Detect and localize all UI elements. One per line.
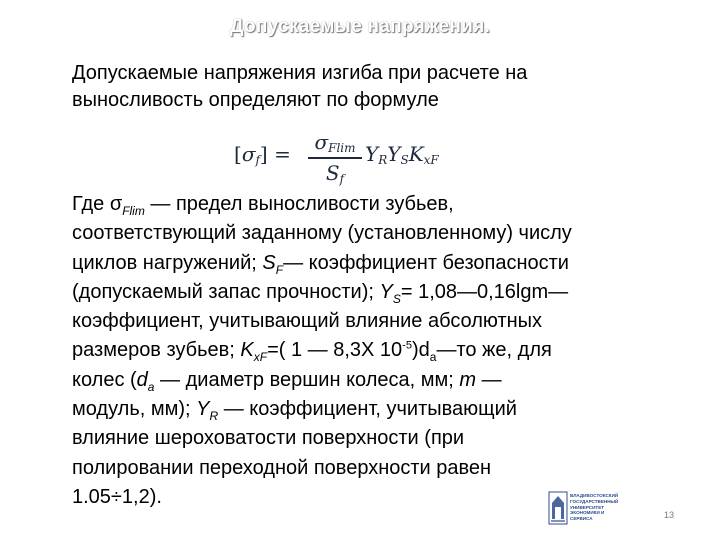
text-subscript: xF xyxy=(253,350,268,365)
factor-k: K xyxy=(408,142,424,166)
text-subscript: S xyxy=(392,291,401,306)
text-run: (допускаемый запас прочности); xyxy=(72,280,380,303)
factor-y-r: Y xyxy=(365,142,379,166)
text-run: — коэффициент, учитывающий xyxy=(218,398,517,421)
text-superscript: -5 xyxy=(402,339,412,352)
formula-fraction xyxy=(308,130,362,186)
body-line xyxy=(72,249,684,278)
logo-text-line: СЕРВИСА xyxy=(570,516,593,522)
text-run: модуль, мм); xyxy=(72,398,197,421)
body-line: полировании переходной поверхности равен xyxy=(72,456,492,479)
text-italic: d xyxy=(136,368,148,391)
university-name xyxy=(570,493,620,522)
text-italic: m xyxy=(459,368,477,391)
text-italic: S xyxy=(262,251,276,274)
logo-text-line: ВЛАДИВОСТОКСКИЙ xyxy=(570,493,619,498)
logo-text-line: ЭКОНОМИКИ И xyxy=(570,510,605,516)
text-run: = 1,08—0,16lgm— xyxy=(400,280,569,303)
text-run: )d xyxy=(411,339,430,362)
text-run: —то же, для xyxy=(436,339,552,362)
text-italic: Y xyxy=(379,280,393,303)
numerator-sigma: σ xyxy=(314,130,329,154)
body-line xyxy=(72,336,684,365)
text-run: колес ( xyxy=(72,368,137,391)
body-line: 1.05÷1,2). xyxy=(72,485,162,508)
body-line: коэффициент, учитывающий влияние абсолютных xyxy=(72,310,543,333)
formula-bracket-close: ] = xyxy=(259,142,291,166)
page-number: 13 xyxy=(664,510,675,520)
body-line xyxy=(72,395,684,424)
factor-y-s: Y xyxy=(387,142,401,166)
body-paragraph xyxy=(72,190,684,512)
text-italic: K xyxy=(240,339,254,362)
text-subscript: a xyxy=(147,379,155,394)
text-run: — предел выносливости зубьев, xyxy=(144,193,454,215)
intro-line: Допускаемые напряжения изгиба при расчете на xyxy=(72,62,528,84)
body-line: соответствующий заданному (установленному) числу xyxy=(72,222,572,245)
intro-paragraph xyxy=(72,60,672,114)
university-emblem-icon xyxy=(548,491,568,525)
text-run: — коэффициент безопасности xyxy=(283,251,569,274)
formula-denominator xyxy=(308,159,362,186)
logo-text-line: ГОСУДАРСТВЕННЫЙ xyxy=(570,498,619,504)
text-italic: Y xyxy=(196,398,210,421)
denominator-s: S xyxy=(325,161,340,185)
formula-sigma-subscript: f xyxy=(255,153,260,167)
text-run: — xyxy=(476,368,502,391)
factor-y-s-subscript: S xyxy=(400,153,409,167)
text-subscript: R xyxy=(209,409,219,424)
body-line xyxy=(72,190,684,219)
text-subscript: a xyxy=(429,350,437,365)
factor-y-r-subscript: R xyxy=(378,153,388,167)
numerator-subscript: Flim xyxy=(328,141,356,155)
body-line xyxy=(72,366,684,395)
factor-k-subscript: xF xyxy=(423,153,439,167)
text-run: размеров зубьев; xyxy=(72,339,241,362)
body-line: влияние шероховатости поверхности (при xyxy=(72,427,465,450)
formula-lhs xyxy=(234,142,291,167)
text-subscript: Flim xyxy=(122,204,145,218)
university-logo xyxy=(548,491,618,525)
intro-line: выносливость определяют по формуле xyxy=(72,89,439,111)
formula-sigma: σ xyxy=(241,142,256,166)
text-subscript: F xyxy=(275,262,284,277)
formula-numerator xyxy=(308,130,362,159)
formula-bracket-open: [ xyxy=(234,142,242,166)
text-run: циклов нагружений; xyxy=(72,251,263,274)
formula-rhs xyxy=(365,142,439,167)
text-run: — диаметр вершин колеса, мм; xyxy=(154,368,460,391)
body-line xyxy=(72,278,684,307)
logo-text-line: УНИВЕРСИТЕТ xyxy=(570,504,605,510)
slide-title: Допускаемые напряжения. xyxy=(229,16,491,37)
denominator-subscript: f xyxy=(339,172,345,186)
text-run: =( 1 — 8,3X 10 xyxy=(267,339,403,362)
text-run: Где σ xyxy=(72,193,123,215)
